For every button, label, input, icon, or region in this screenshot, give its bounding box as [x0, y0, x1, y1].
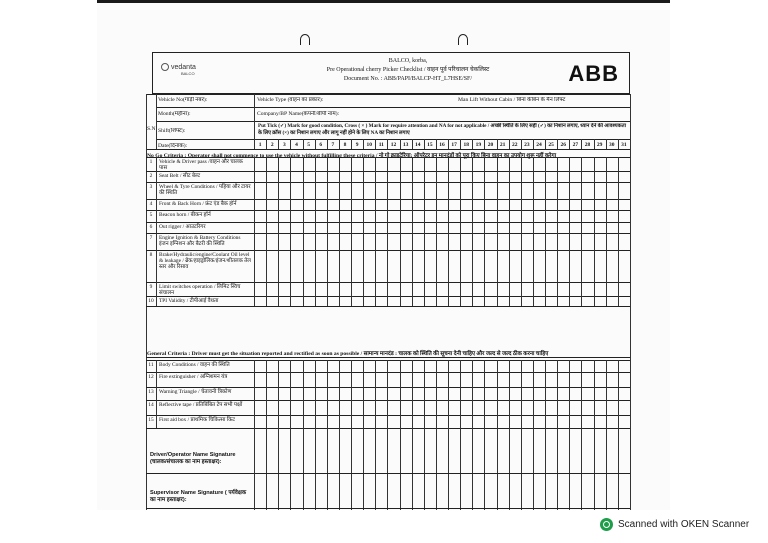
- day-number: 9: [355, 142, 359, 148]
- day-number: 18: [463, 142, 469, 148]
- day-number: 20: [487, 142, 494, 148]
- grid-line: [606, 157, 607, 306]
- item-number: 8: [149, 251, 153, 258]
- grid-line: [569, 360, 570, 510]
- grid-line: [327, 157, 328, 306]
- day-number: 24: [536, 142, 542, 148]
- grid-line: [424, 157, 425, 306]
- item-label: Reflective tape / प्रतिबिंबित टेप सभी पक्षों: [159, 401, 243, 408]
- day-number: 22: [512, 142, 518, 148]
- grid-line: [254, 428, 255, 510]
- item-number: 13: [148, 388, 154, 395]
- grid-line: [375, 157, 376, 306]
- item-number: 4: [149, 200, 153, 207]
- item-number: 2: [149, 172, 153, 179]
- grid-line: [156, 139, 630, 140]
- item-label: TPI Validity / टीपीआई वैधता: [159, 297, 219, 304]
- no-go-criteria-heading: No Go Criteria : Operator shall not commence to use the vehicle without fulfilling these criteria / नो गो क्राइटेरिया: ऑपरेटर इन मानदंडों को पूरा किए बिना वाहन का उपयोग शुरू नहीं करेगा: [147, 153, 557, 159]
- scanner-label: Scanned with OKEN Scanner: [618, 519, 750, 530]
- grid-line: [581, 360, 582, 510]
- day-number: 13: [402, 142, 409, 148]
- grid-line: [521, 360, 522, 510]
- grid-line: [436, 360, 437, 510]
- day-number: 1: [258, 142, 262, 148]
- grid-line: [156, 94, 157, 149]
- day-number: 12: [390, 142, 397, 148]
- checklist-row: [147, 417, 255, 430]
- day-number: 2: [270, 142, 274, 148]
- grid-line: [387, 157, 388, 306]
- scanner-watermark: [600, 518, 749, 531]
- grid-line: [424, 360, 425, 510]
- item-label: Front & Back Horn / फ्रंट एंड बैक हॉर्न: [159, 200, 237, 207]
- grid-line: [146, 473, 630, 474]
- item-label: Warning Triangle / चेतावनी त्रिकोण: [159, 388, 232, 395]
- grid-line: [618, 157, 619, 306]
- vehicle-type-value: Man Lift Without Cabin / बिना केबिन के मैन लिफ्ट: [458, 97, 566, 103]
- document-title: BALCO, korba, Pre Operational cherry Picker Checklist / वाहन पूर्व परिचालन चेकलिस्ट Document No. : ABB/PAPI/BALCP-HT_L7HSE/SF/: [326, 58, 490, 82]
- item-number: 10: [148, 297, 154, 304]
- day-number: 31: [621, 142, 627, 148]
- item-label: Vehicle & Driver pass /वाहन और चालक पास: [159, 158, 243, 171]
- grid-line: [339, 360, 340, 510]
- item-number: 7: [149, 234, 153, 241]
- grid-line: [400, 157, 401, 306]
- grid-line: [509, 360, 510, 510]
- grid-line: [533, 157, 534, 306]
- item-label: First aid box / प्राथमिक चिकित्सा किट: [159, 416, 235, 423]
- grid-line: [339, 157, 340, 306]
- grid-line: [363, 360, 364, 510]
- shift-label: Shift(शिफ्ट):: [158, 128, 186, 134]
- item-label: Seat Belt / सीट बेल्ट: [159, 172, 201, 179]
- grid-line: [436, 157, 437, 306]
- vehicle-type-label: Vehicle Type (वाहन का प्रकार):: [257, 97, 324, 103]
- item-number: 9: [149, 283, 153, 290]
- day-number: 14: [414, 142, 421, 148]
- grid-line: [375, 360, 376, 510]
- vehicle-no-label: Vehicle No(गाड़ी नंबर):: [158, 97, 208, 103]
- grid-line: [290, 360, 291, 510]
- grid-line: [460, 157, 461, 306]
- general-criteria-heading: General Criteria : Driver must get the situation reported and rectified as soon as possible / सामान्य मानदंड : चालक को स्थिति की सूचना देनी चाहिए और जल्द से जल्द ठीक करना चाहिए: [147, 351, 549, 357]
- item-number: 3: [149, 183, 153, 190]
- item-number: 12: [148, 373, 154, 380]
- checklist-row: [147, 389, 255, 402]
- grid-line: [315, 157, 316, 306]
- day-number: 28: [584, 142, 591, 148]
- item-number: 14: [148, 401, 154, 408]
- item-label: Engine Ignition & Battery Conditions इंजन इग्निशन और बैटरी की स्थिति: [159, 234, 241, 247]
- grid-line: [315, 360, 316, 510]
- day-number: 16: [439, 142, 445, 148]
- grid-line: [448, 360, 449, 510]
- abb-logo: ABB: [568, 61, 619, 86]
- grid-line: [557, 157, 558, 306]
- grid-line: [146, 508, 630, 509]
- grid-line: [266, 360, 267, 510]
- grid-line: [303, 360, 304, 510]
- grid-line: [448, 157, 449, 306]
- item-label: Brake/Hydraulic/engine/Coolant Oil level & leakage / ब्रेक/हाइड्रोलिक/इंजन/शीतलक तेल स्तर और रिसाव: [159, 251, 251, 270]
- grid-line: [594, 360, 595, 510]
- grid-line: [521, 157, 522, 306]
- document-header: [152, 52, 630, 94]
- grid-line: [497, 360, 498, 510]
- grid-line: [484, 157, 485, 306]
- day-number: 19: [475, 142, 482, 148]
- day-number: 7: [331, 142, 335, 148]
- day-number: 5: [307, 142, 310, 148]
- grid-line: [509, 157, 510, 306]
- day-number: 11: [378, 142, 384, 148]
- oken-scanner-icon: [600, 518, 613, 531]
- checklist-row: [147, 284, 255, 298]
- grid-line: [594, 157, 595, 306]
- item-label: Body Conditions / वाहन की स्थिति: [159, 361, 230, 368]
- sn-label: S.N: [147, 126, 156, 132]
- checklist-row: [147, 252, 255, 284]
- grid-line: [146, 94, 630, 95]
- item-label: Limit switches operation / लिमिट स्विच संचालन: [159, 283, 241, 296]
- grid-line: [412, 157, 413, 306]
- grid-line: [290, 157, 291, 306]
- day-number: 30: [609, 142, 615, 148]
- grid-line: [146, 357, 630, 358]
- checklist-row: [147, 201, 255, 212]
- item-number: 15: [148, 416, 154, 423]
- day-number: 23: [524, 142, 530, 148]
- item-label: Beacon horn / बीकन हॉर्न: [159, 211, 211, 218]
- grid-line: [533, 360, 534, 510]
- date-label: Date(दिनांक):: [158, 143, 188, 149]
- item-number: 5: [149, 211, 153, 218]
- grid-line: [630, 94, 631, 510]
- grid-line: [581, 157, 582, 306]
- day-number: 27: [572, 142, 579, 148]
- grid-line: [497, 157, 498, 306]
- checklist-row: [147, 298, 255, 308]
- grid-line: [472, 157, 473, 306]
- grid-line: [303, 157, 304, 306]
- instruction-text: Put Tick (✓) Mark for good condition, Cross ( × ) Mark for require attention and NA for not applicable / अच्छी स्थिति के लिए सही (✓) का निशान लगाए, ध्यान देने की आवश्यकता के लिए क्रॉस (×) का निशान लगाए और लागू नहीं होने के लिए NA का निशान लगाए: [258, 123, 626, 136]
- checklist-row: [147, 184, 255, 201]
- grid-line: [484, 360, 485, 510]
- grid-line: [412, 360, 413, 510]
- punch-hole-left: [300, 34, 310, 45]
- day-number: 29: [596, 142, 603, 148]
- grid-line: [156, 107, 630, 108]
- checklist-row: [147, 212, 255, 224]
- checklist-row: [147, 159, 255, 173]
- supervisor-signature-label: Supervisor Name Signature ( पर्यवेक्षक का नाम हस्ताक्षर):: [150, 490, 247, 503]
- grid-line: [387, 360, 388, 510]
- grid-line: [278, 360, 279, 510]
- item-number: 11: [148, 361, 154, 368]
- month-label: Month(महीना):: [158, 111, 191, 117]
- company-label: Company/BP Name(कंपनी/बीपी नाम):: [257, 111, 340, 117]
- checklist-row: [147, 402, 255, 417]
- item-label: Fire extinguisher / अग्निशमन यंत्र: [159, 373, 228, 380]
- grid-line: [327, 360, 328, 510]
- grid-line: [363, 157, 364, 306]
- item-number: 1: [149, 158, 153, 165]
- grid-line: [351, 157, 352, 306]
- day-number: 21: [499, 142, 506, 148]
- driver-signature-label: Driver/Operator Name Signature (चालक/संचालक का नाम हस्ताक्षर):: [150, 452, 236, 465]
- grid-line: [278, 157, 279, 306]
- item-label: Wheel & Tyre Conditions / पहिया और टायर की स्थिति: [159, 183, 251, 196]
- grid-line: [472, 360, 473, 510]
- day-number: 15: [427, 142, 433, 148]
- checklist-row: [147, 362, 255, 374]
- item-label: Out rigger / आउटरिगर: [159, 223, 206, 230]
- day-number: 10: [366, 142, 372, 148]
- checklist-row: [147, 235, 255, 252]
- grid-line: [606, 360, 607, 510]
- day-number: 3: [282, 142, 286, 148]
- grid-line: [545, 360, 546, 510]
- day-number: 17: [451, 142, 457, 148]
- grid-line: [460, 360, 461, 510]
- checklist-row: [147, 224, 255, 235]
- day-number: 25: [548, 142, 554, 148]
- item-number: 6: [149, 223, 153, 230]
- checklist-row: [147, 173, 255, 184]
- day-number: 26: [560, 142, 567, 148]
- grid-line: [156, 121, 630, 122]
- day-number: 6: [319, 142, 323, 148]
- checklist-row: [147, 374, 255, 389]
- grid-line: [351, 360, 352, 510]
- grid-line: [618, 360, 619, 510]
- day-number: 8: [343, 142, 347, 148]
- grid-line: [400, 360, 401, 510]
- grid-line: [557, 360, 558, 510]
- vedanta-logo: vedanta BALCO: [161, 63, 196, 76]
- grid-line: [545, 157, 546, 306]
- grid-line: [569, 157, 570, 306]
- grid-line: [266, 157, 267, 306]
- punch-hole-right: [458, 34, 468, 45]
- day-number: 4: [295, 142, 298, 148]
